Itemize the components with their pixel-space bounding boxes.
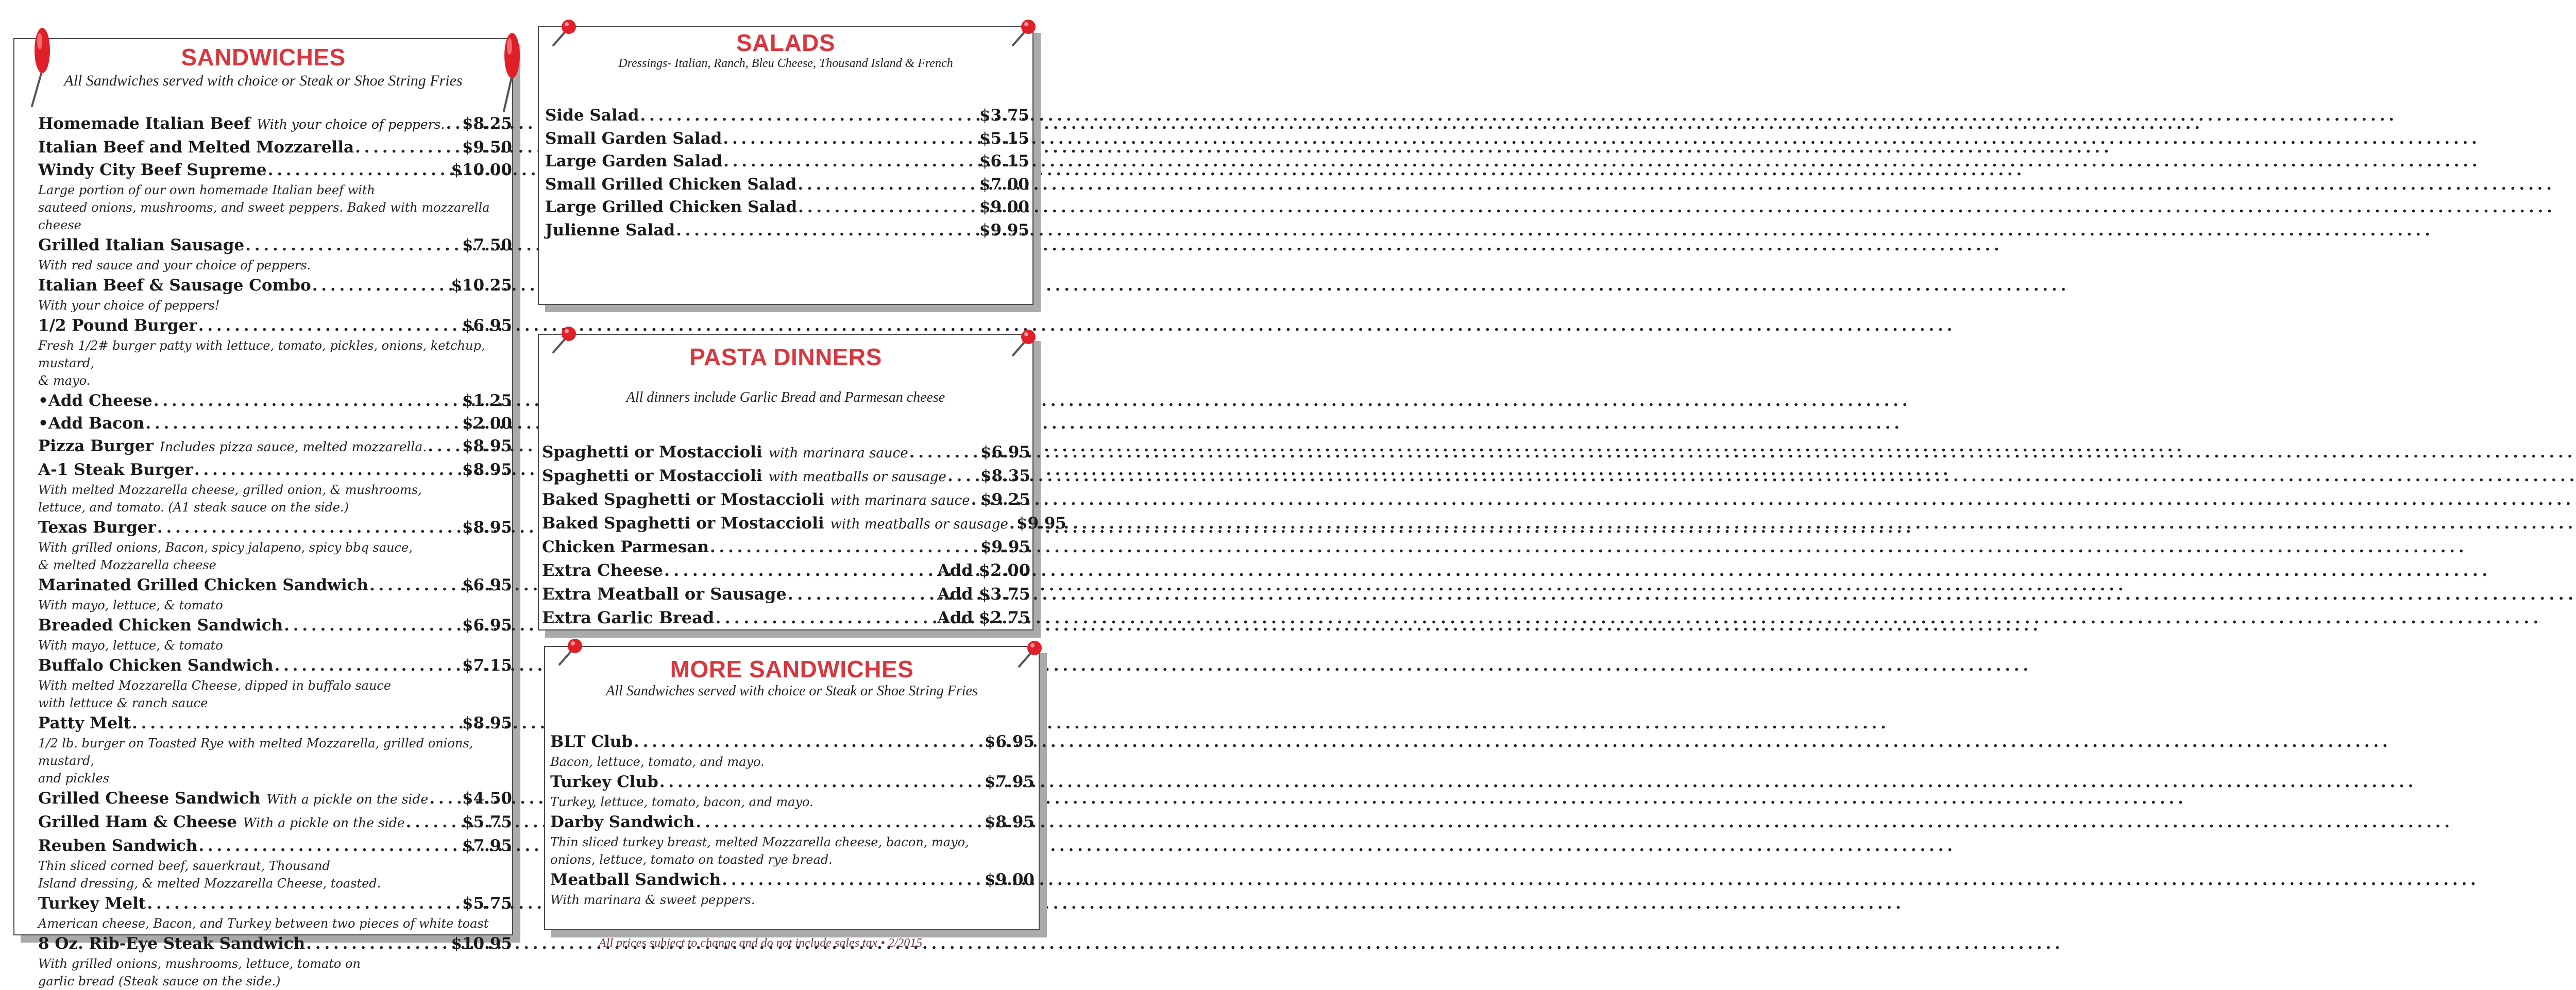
menu-item [545, 104, 1029, 127]
menu-item-description: With melted Mozzarella cheese, grilled onion, & mushrooms, [38, 483, 422, 497]
menu-item-description: with lettuce & ranch sauce [38, 696, 208, 710]
menu-item-name: Baked Spaghetti or Mostaccioli [542, 514, 824, 533]
menu-item-price: $8.95 [462, 518, 512, 537]
dot-leader [274, 654, 461, 677]
menu-item-row [38, 136, 512, 159]
menu-item-description: sauteed onions, mushrooms, and sweet peppers. Baked with mozzarella cheese [38, 200, 490, 232]
menu-item-price: $9.95 [980, 538, 1030, 556]
pushpin-icon [1009, 18, 1040, 48]
menu-item-name: Spaghetti or Mostaccioli [542, 443, 762, 462]
menu-item-price: $9.95 [1016, 514, 1066, 533]
menu-item [542, 441, 1030, 465]
menu-item-row [542, 536, 1030, 558]
menu-item-name: Grilled Cheese Sandwich [38, 789, 261, 808]
menu-item-price: $9.25 [980, 490, 1030, 509]
menu-item [38, 234, 512, 274]
menu-item-name: Breaded Chicken Sandwich [38, 616, 283, 635]
dot-leader [947, 465, 979, 487]
menu-item-description: American cheese, Bacon, and Turkey between two pieces of white toast [38, 916, 489, 931]
menu-item-price: $5.15 [979, 129, 1029, 148]
menu-item-note: With a pickle on the side [266, 792, 429, 807]
dot-leader [640, 104, 978, 127]
menu-item-price: Add $2.00 [937, 560, 1030, 580]
menu-item-price: $9.50 [462, 138, 512, 157]
menu-item-note: with marinara sauce [830, 493, 970, 508]
menu-item-name: Small Grilled Chicken Salad [545, 175, 797, 194]
menu-item [38, 159, 512, 234]
menu-item-name: Meatball Sandwich [550, 870, 721, 889]
dot-leader [147, 892, 461, 915]
menu-item [38, 654, 512, 712]
menu-item-row [38, 574, 512, 596]
dot-leader [429, 787, 461, 810]
menu-item-price: Add $3.75 [937, 584, 1030, 604]
menu-item-row [542, 606, 1030, 629]
menu-item [38, 389, 512, 412]
menu-item-description: Thin sliced turkey breast, melted Mozzarella cheese, bacon, mayo, [550, 835, 969, 849]
menu-item [38, 412, 512, 435]
dot-leader [634, 730, 984, 753]
menu-item-row [38, 112, 512, 136]
menu-item-note: with meatballs or sausage [830, 517, 1008, 532]
menu-item-price: $7.95 [984, 773, 1035, 791]
menu-item-description: onions, lettuce, tomato on toasted rye bread. [550, 852, 833, 867]
dot-leader [659, 771, 984, 793]
dot-leader [676, 219, 978, 242]
menu-item-price: $5.75 [462, 813, 512, 831]
dot-leader [312, 274, 450, 297]
menu-item-price: $1.25 [462, 391, 512, 410]
dot-leader [194, 458, 461, 481]
dot-leader [198, 314, 461, 337]
menu-item-row [38, 811, 512, 834]
menu-item-description: With grilled onions, Bacon, spicy jalapeno, spicy bbq sauce, [38, 540, 413, 555]
dot-leader [369, 574, 461, 596]
menu-item-description: With grilled onions, mushrooms, lettuce, tomato on [38, 957, 361, 971]
salads-list [545, 104, 1029, 242]
menu-item-name: 8 Oz. Rib-Eye Steak Sandwich [38, 934, 306, 953]
menu-item-row [542, 488, 1030, 512]
menu-item-name: Grilled Italian Sausage [38, 236, 245, 254]
menu-item-note: With your choice of peppers. [257, 117, 445, 132]
menu-item-row [542, 465, 1030, 488]
menu-item-name: Baked Spaghetti or Mostaccioli [542, 490, 824, 509]
menu-item-name: •Add Bacon [38, 414, 145, 433]
menu-item-price: $10.95 [451, 934, 512, 953]
menu-item-row [38, 654, 512, 677]
menu-item [38, 274, 512, 314]
menu-item-description: Large portion of our own homemade Italian beef with [38, 183, 376, 197]
menu-item [38, 834, 512, 892]
menu-item-price: $6.95 [462, 316, 512, 335]
menu-item-price: $10.00 [451, 161, 512, 179]
menu-item-row [38, 274, 512, 297]
menu-item-name: Darby Sandwich [550, 813, 695, 831]
dot-leader [788, 582, 936, 606]
pasta-list [542, 441, 1066, 629]
menu-item [38, 787, 512, 811]
menu-item-price: $4.50 [462, 789, 512, 808]
menu-item-row [550, 730, 1035, 753]
sandwiches-title: SANDWICHES [181, 44, 346, 71]
menu-item-description: 1/2 lb. burger on Toasted Rye with melted Mozzarella, grilled onions, mustard, [38, 736, 473, 768]
menu-item-row [38, 458, 512, 481]
dot-leader [909, 441, 979, 464]
menu-item-description: With marinara & sweet peppers. [550, 893, 755, 907]
menu-item-name: Buffalo Chicken Sandwich [38, 656, 274, 675]
menu-item-row [38, 314, 512, 337]
menu-item [545, 196, 1029, 219]
pushpin-icon [555, 637, 586, 668]
menu-item-price: $6.95 [462, 576, 512, 594]
dot-leader [1009, 512, 1015, 535]
dot-leader [710, 536, 979, 558]
menu-item-description: With mayo, lettuce, & tomato [38, 598, 223, 612]
menu-item-name: Windy City Beef Supreme [38, 161, 267, 179]
menu-item [550, 730, 1035, 771]
dot-leader [723, 127, 978, 150]
menu-item-price: $7.95 [462, 837, 512, 855]
menu-item-description: & mayo. [38, 373, 91, 388]
pasta-subtitle: All dinners include Garlic Bread and Parmesan cheese [626, 389, 945, 405]
sandwiches-panel [13, 38, 513, 988]
salads-panel [538, 26, 1033, 305]
menu-item [542, 488, 1030, 512]
menu-item-price: $2.00 [462, 414, 512, 433]
more-sandwiches-list [550, 730, 1035, 909]
dot-leader [798, 173, 978, 196]
dot-leader [798, 196, 978, 219]
menu-item-row [550, 811, 1035, 833]
menu-item-price: $7.00 [979, 175, 1029, 194]
menu-item [38, 614, 512, 654]
dot-leader [145, 412, 461, 435]
menu-item-name: Large Grilled Chicken Salad [545, 198, 798, 216]
menu-item-name: A-1 Steak Burger [38, 460, 193, 479]
menu-item-name: Italian Beef & Sausage Combo [38, 276, 311, 295]
menu-item-name: Large Garden Salad [545, 152, 723, 170]
menu-item [545, 219, 1029, 242]
pushpin-icon [549, 325, 580, 355]
menu-item [542, 606, 1030, 629]
menu-item-row [38, 834, 512, 857]
pushpin-icon [1009, 328, 1040, 359]
menu-item-price: $8.35 [980, 467, 1030, 485]
dot-leader [664, 558, 936, 582]
menu-item-row [38, 787, 512, 811]
menu-item-name: Julienne Salad [545, 220, 675, 240]
menu-item-row [545, 196, 1029, 219]
menu-item-description: Fresh 1/2# burger patty with lettuce, tomato, pickles, onions, ketchup, mustard, [38, 338, 485, 370]
menu-item-row [550, 771, 1035, 793]
menu-item-row [38, 412, 512, 435]
dot-leader [157, 516, 461, 539]
menu-item-name: Patty Melt [38, 714, 131, 732]
dot-leader [446, 112, 461, 135]
dot-leader [971, 488, 979, 511]
dot-leader [715, 606, 936, 629]
menu-item-name: Turkey Club [550, 773, 658, 791]
menu-item-row [542, 582, 1030, 606]
menu-item-price: $10.25 [451, 276, 512, 295]
menu-item-name: •Add Cheese [38, 391, 152, 410]
pushpin-icon [549, 18, 580, 48]
menu-item-row [38, 712, 512, 735]
salads-subtitle: Dressings- Italian, Ranch, Bleu Cheese, Thousand Island & French [618, 57, 953, 70]
menu-item-price: Add $2.75 [937, 608, 1030, 627]
menu-item-row [545, 150, 1029, 173]
menu-item-row [550, 868, 1035, 891]
dot-leader [284, 614, 461, 637]
menu-item [38, 435, 512, 458]
menu-item-name: BLT Club [550, 732, 633, 751]
dot-leader [268, 159, 450, 181]
menu-item [542, 582, 1030, 606]
menu-item-name: Marinated Grilled Chicken Sandwich [38, 576, 368, 594]
menu-item-name: Pizza Burger [38, 437, 154, 455]
menu-item-price: $8.95 [462, 714, 512, 732]
menu-item-name: Texas Burger [38, 518, 156, 537]
menu-item-price: $6.95 [984, 732, 1035, 751]
menu-item-row [38, 892, 512, 915]
menu-item [38, 712, 512, 787]
menu-item-row [38, 932, 512, 955]
menu-item [542, 465, 1030, 488]
dot-leader [723, 150, 978, 173]
menu-item-name: Homemade Italian Beef [38, 114, 251, 133]
dot-leader [428, 435, 461, 457]
menu-item-price: $6.15 [979, 152, 1029, 170]
menu-item-name: Italian Beef and Melted Mozzarella [38, 138, 354, 157]
price-disclaimer: All prices subject to change and do not include sales tax • 2/2015 [599, 936, 923, 950]
menu-item [38, 892, 512, 932]
menu-item [38, 516, 512, 574]
more-sandwiches-subtitle: All Sandwiches served with choice or Steak or Shoe String Fries [606, 683, 978, 699]
menu-item-note: Includes pizza sauce, melted mozzarella. [159, 439, 427, 454]
menu-item-name: Extra Cheese [542, 560, 663, 580]
menu-item-name: Spaghetti or Mostaccioli [542, 467, 762, 485]
menu-item-row [545, 173, 1029, 196]
menu-item-price: $9.00 [979, 198, 1029, 216]
menu-item-name: Reuben Sandwich [38, 837, 198, 855]
dot-leader [154, 389, 461, 412]
menu-item-price: $7.15 [462, 656, 512, 675]
menu-item-price: $9.00 [984, 870, 1035, 889]
menu-item [38, 136, 512, 159]
dot-leader [306, 932, 450, 955]
menu-item [542, 558, 1030, 582]
menu-item-row [38, 159, 512, 181]
menu-item-row [545, 104, 1029, 127]
menu-item [38, 574, 512, 614]
menu-item-price: $5.75 [462, 894, 512, 913]
menu-item-row [38, 389, 512, 412]
menu-item [545, 173, 1029, 196]
pushpin-icon [1015, 639, 1046, 670]
menu-item-note: With a pickle on the side [243, 815, 405, 830]
dot-leader [406, 811, 461, 833]
menu-item-name: Grilled Ham & Cheese [38, 813, 237, 831]
menu-item [542, 536, 1030, 558]
menu-item [38, 112, 512, 136]
menu-item-description: and pickles [38, 771, 109, 786]
menu-item-row [38, 516, 512, 539]
menu-item-description: lettuce, and tomato. (A1 steak sauce on the side.) [38, 500, 349, 515]
menu-item-name: Extra Garlic Bread [542, 608, 715, 627]
menu-item [38, 811, 512, 834]
pushpin-icon [27, 13, 58, 111]
menu-item-price: $8.25 [462, 114, 512, 133]
menu-item-name: Side Salad [545, 106, 639, 125]
menu-item-row [545, 219, 1029, 242]
menu-item-price: $8.95 [462, 460, 512, 479]
menu-item-price: $7.50 [462, 236, 512, 254]
pushpin-icon [497, 19, 528, 116]
dot-leader [245, 234, 461, 257]
menu-item-row [38, 614, 512, 637]
menu-item-price: $6.95 [980, 443, 1030, 462]
menu-item-row [542, 558, 1030, 582]
menu-item-name: Chicken Parmesan [542, 538, 709, 556]
menu-item-description: Bacon, lettuce, tomato, and mayo. [550, 755, 765, 769]
menu-item-description: With your choice of peppers! [38, 298, 220, 313]
menu-item-name: Extra Meatball or Sausage [542, 584, 787, 604]
dot-leader [722, 868, 984, 891]
menu-item [545, 150, 1029, 173]
menu-item-price: $8.95 [984, 813, 1035, 831]
more-sandwiches-title: MORE SANDWICHES [670, 656, 914, 682]
salads-title: SALADS [736, 29, 836, 56]
menu-item-row [38, 234, 512, 257]
menu-item-price: $6.95 [462, 616, 512, 635]
menu-item-row [542, 441, 1030, 465]
dot-leader [696, 811, 984, 833]
menu-item [550, 868, 1035, 909]
menu-item-description: garlic bread (Steak sauce on the side.) [38, 974, 281, 988]
menu-item [545, 127, 1029, 150]
pasta-panel [538, 334, 1066, 630]
dot-leader [198, 834, 461, 857]
menu-item-description: With mayo, lettuce, & tomato [38, 638, 223, 653]
menu-item-price: $3.75 [979, 106, 1029, 125]
menu-item-row [38, 435, 512, 458]
sandwiches-subtitle: All Sandwiches served with choice or Steak or Shoe String Fries [64, 72, 463, 89]
menu-item-name: Small Garden Salad [545, 129, 722, 148]
menu-item-row [542, 512, 1066, 536]
menu-item-row [545, 127, 1029, 150]
dot-leader [132, 712, 461, 735]
menu-item-note: with marinara sauce [768, 446, 908, 461]
more-sandwiches-panel [544, 646, 1040, 930]
menu-item-description: Island dressing, & melted Mozzarella Cheese, toasted. [38, 876, 381, 891]
menu-item [550, 811, 1035, 868]
menu-item-name: Turkey Melt [38, 894, 146, 913]
menu-item-price: $8.95 [462, 437, 512, 455]
dot-leader [355, 136, 461, 159]
menu-item-price: $9.95 [979, 220, 1029, 240]
menu-item [542, 512, 1066, 536]
sandwiches-list [38, 112, 512, 990]
menu-item-note: with meatballs or sausage [768, 469, 946, 485]
menu-item [38, 458, 512, 516]
menu-item-description: With red sauce and your choice of peppers. [38, 258, 311, 272]
menu-item-description: & melted Mozzarella cheese [38, 558, 216, 572]
menu-item [38, 932, 512, 990]
menu-item [38, 314, 512, 389]
pasta-title: PASTA DINNERS [689, 344, 882, 370]
menu-item-description: Turkey, lettuce, tomato, bacon, and mayo. [550, 795, 814, 809]
menu-item-name: 1/2 Pound Burger [38, 316, 197, 335]
menu-item [550, 771, 1035, 811]
menu-item-description: With melted Mozzarella Cheese, dipped in buffalo sauce [38, 678, 392, 693]
menu-item-description: Thin sliced corned beef, sauerkraut, Thousand [38, 859, 330, 873]
